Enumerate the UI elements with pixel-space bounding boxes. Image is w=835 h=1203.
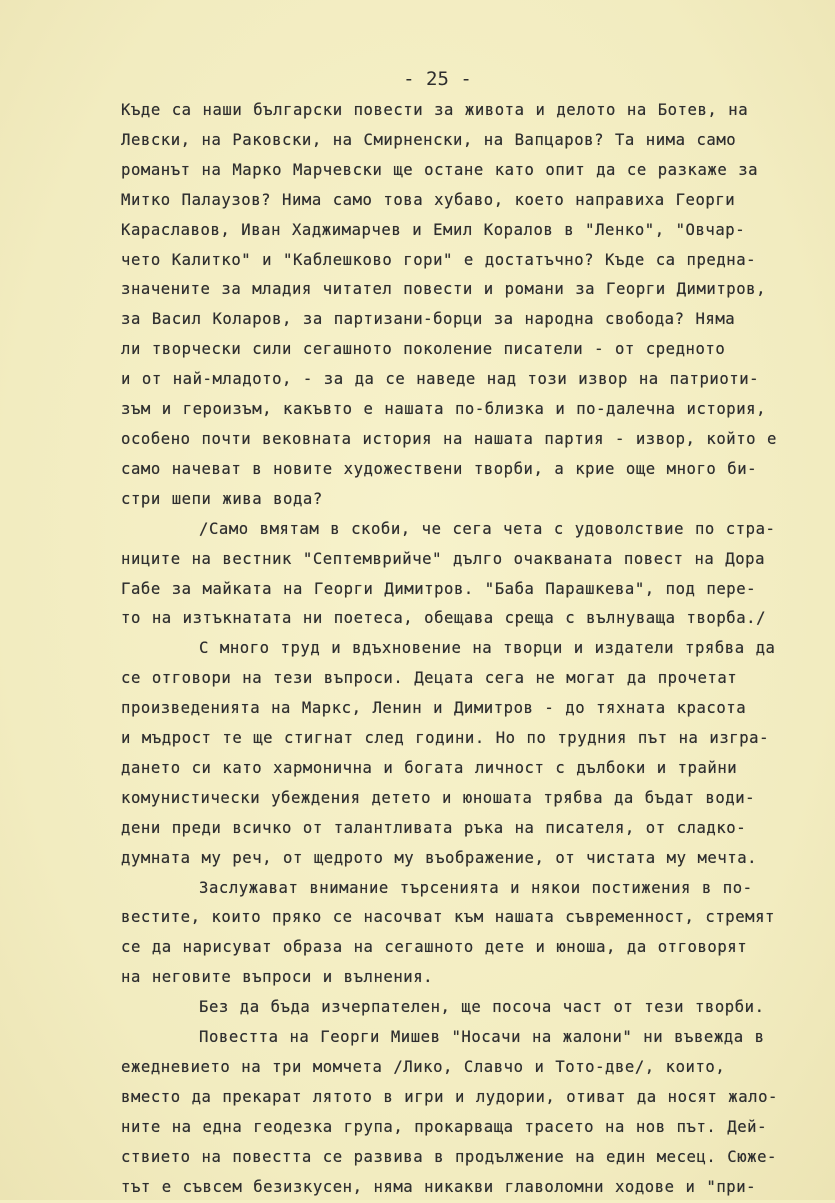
- text-line: се да нарисуват образа на сегашното дете и юноша, да отговорят: [121, 938, 748, 957]
- text-line: зъм и героизъм, какъвто е нашата по-близка и по-далечна история,: [121, 400, 767, 419]
- text-line: то на изтъкнатата ни поетеса, обещава среща с вълнуваща творба./: [121, 609, 767, 628]
- text-line: се отговори на тези въпроси. Децата сега не могат да прочетат: [121, 669, 738, 688]
- text-line: ниците на вестник "Септемврийче" дълго очакваната повест на Дора: [121, 549, 766, 568]
- text-line: С много труд и вдъхновение на творци и издатели трябва да: [199, 639, 776, 658]
- text-line: значените за младия читател повести и романи за Георги Димитров,: [121, 280, 767, 299]
- text-line: произведенията на Маркс, Ленин и Димитров - до тяхната красота: [121, 699, 747, 718]
- text-line: вестите, които пряко се насочват към нашата съвременност, стремят: [121, 908, 775, 927]
- text-line: само начеват в новите художествени творби, а крие още много би-: [121, 459, 758, 478]
- text-line: Къде са наши български повести за живота и делото на Ботев, на: [121, 101, 749, 119]
- text-line: и от най-младото, - за да се наведе над този извор на патриоти-: [121, 370, 760, 389]
- text-line: и мъдрост те ще стигнат след години. Но по трудния път на изгра-: [121, 729, 770, 748]
- text-line: вместо да прекарат лятото в игри и лудории, отиват да носят жало-: [121, 1087, 778, 1106]
- text-line: стри шепи жива вода?: [121, 489, 323, 508]
- text-line: ли творчески сили сегашното поколение писатели - от средното: [121, 340, 726, 359]
- text-line: Повестта на Георги Мишев "Носачи на жалони" ни въвежда в: [199, 1028, 765, 1047]
- text-line: комунистически убеждения детето и юношата трябва да бъдат води-: [121, 788, 756, 807]
- text-line: Караславов, Иван Хаджимарчев и Емил Коралов в "Ленко", "Овчар-: [121, 220, 746, 239]
- text-line: за Васил Коларов, за партизани-борци за народна свобода? Няма: [121, 310, 736, 329]
- text-line: чето Калитко" и "Каблешково гори" е достатъчно? Къде са предна-: [121, 250, 757, 269]
- text-line: думната му реч, от щедрото му въображение, от чистата му мечта.: [121, 848, 758, 867]
- text-line: ствието на повестта се развива в продължение на един месец. Сюже-: [121, 1147, 777, 1166]
- text-line: Митко Палаузов? Нима само това хубаво, което направиха Георги: [121, 190, 736, 209]
- text-line: Левски, на Раковски, на Смирненски, на Вапцаров? Та нима само: [121, 130, 737, 149]
- text-line: романът на Марко Марчевски ще остане като опит да се разкаже за: [121, 160, 759, 179]
- text-line: дането си като хармонична и богата личност с дълбоки и трайни: [121, 758, 738, 777]
- body-text: [121, 96, 835, 1203]
- page-number: - 25 -: [403, 68, 472, 90]
- text-line: Без да бъда изчерпателен, ще посоча част от тези творби.: [199, 998, 765, 1017]
- text-line: Габе за майката на Георги Димитров. "Баба Парашкева", под пере-: [121, 579, 757, 598]
- text-line: ежедневието на три момчета /Лико, Славчо и Тото-две/, които,: [121, 1058, 726, 1076]
- text-line: на неговите въпроси и вълнения.: [121, 968, 434, 987]
- text-line: Заслужават внимание търсенията и някои постижения в по-: [199, 878, 753, 897]
- text-line: особено почти вековната история на нашата партия - извор, който е: [121, 429, 777, 448]
- text-line: тът е съвсем безизкусен, няма никакви главоломни ходове и "при-: [121, 1177, 757, 1196]
- text-line: дени преди всичко от талантливата ръка на писателя, от сладко-: [121, 818, 747, 837]
- text-line: /Само вмятам в скоби, че сега чета с удоволствие по стра-: [199, 519, 776, 538]
- text-line: ните на една геодезка група, прокарваща трасето на нов път. Дей-: [121, 1117, 768, 1136]
